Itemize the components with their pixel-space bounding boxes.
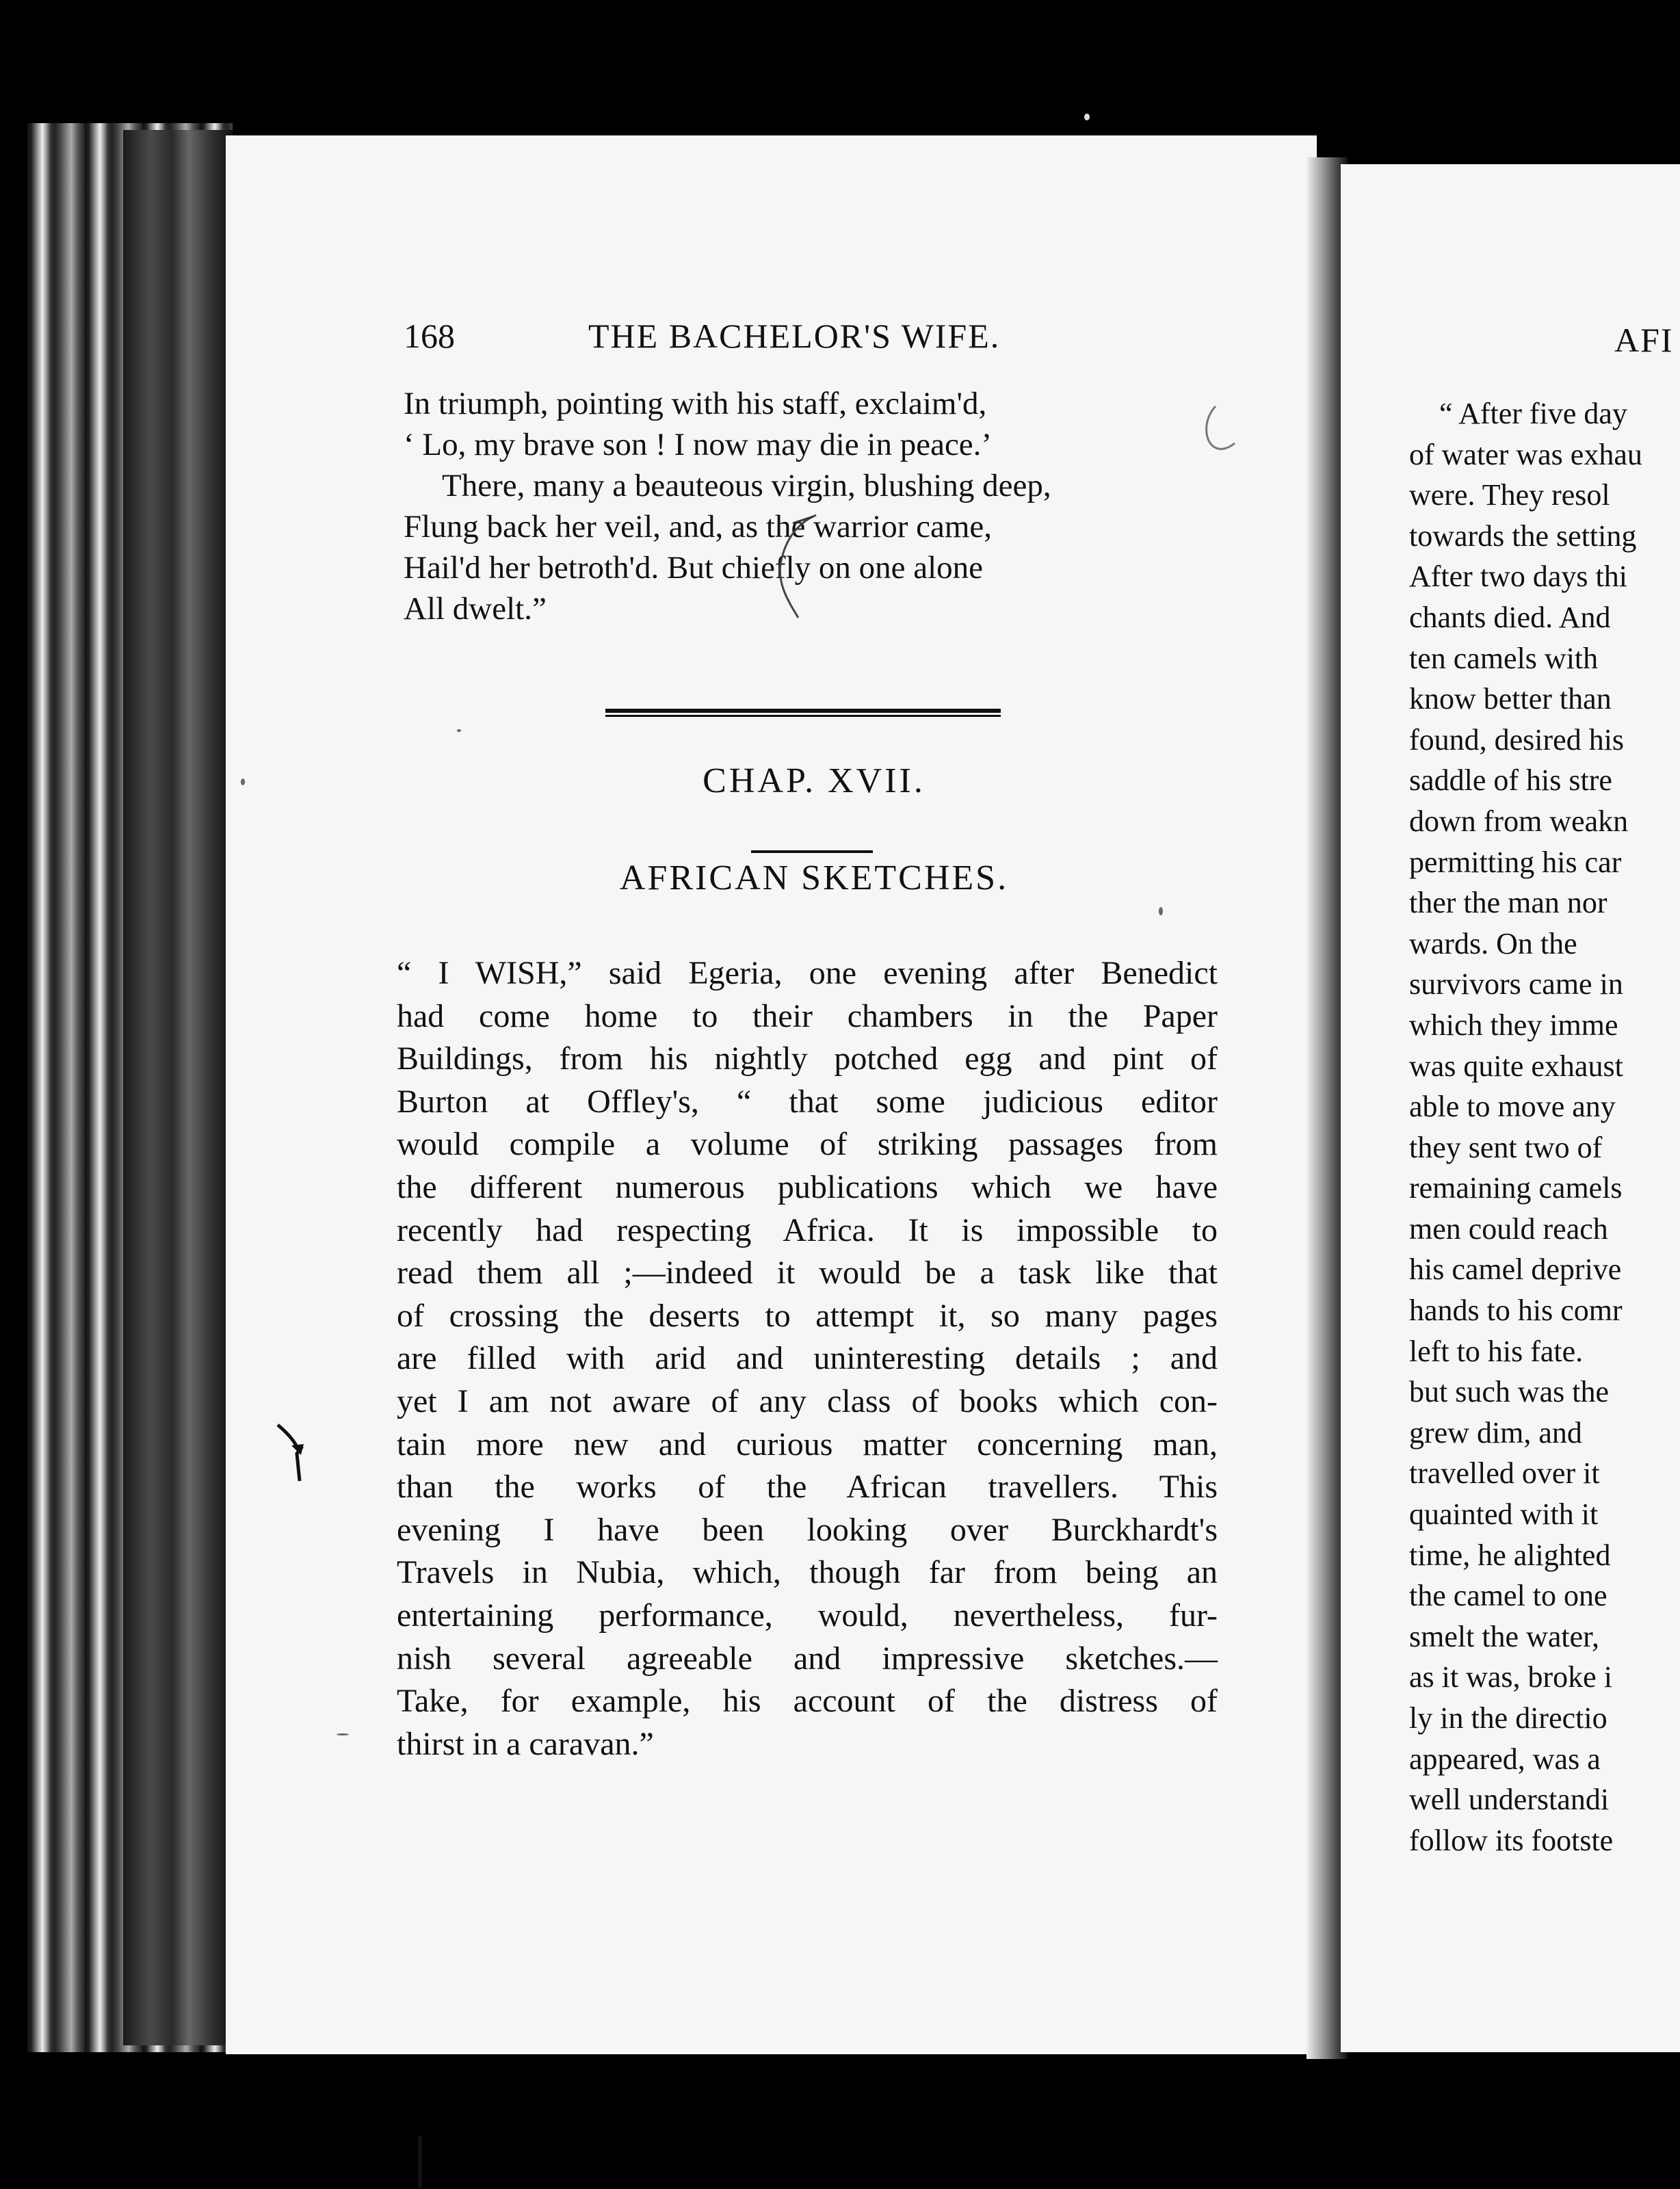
right-line: down from weakn bbox=[1409, 804, 1629, 838]
poem-line: In triumph, pointing with his staff, exclaim'd, bbox=[404, 386, 987, 421]
right-line: were. They resol bbox=[1409, 478, 1610, 512]
body-paragraph bbox=[397, 952, 1218, 1766]
paper-speck bbox=[1159, 907, 1163, 915]
right-page-text bbox=[1409, 393, 1680, 1861]
right-line: chants died. And bbox=[1409, 600, 1611, 634]
right-running-head: AFI bbox=[1614, 321, 1674, 359]
right-line: found, desired his bbox=[1409, 722, 1625, 757]
paper-speck bbox=[1084, 114, 1090, 120]
right-line: wards. On the bbox=[1409, 926, 1577, 960]
paper-speck bbox=[457, 729, 461, 732]
body-line: recently had respecting Africa. It is impossible to bbox=[397, 1211, 1218, 1248]
right-line: travelled over it bbox=[1409, 1456, 1600, 1491]
short-rule bbox=[751, 850, 873, 853]
right-line: After two days thi bbox=[1409, 560, 1627, 594]
right-line: saddle of his stre bbox=[1409, 763, 1612, 798]
right-line: hands to his comr bbox=[1409, 1294, 1623, 1328]
section-title: AFRICAN SKETCHES. bbox=[619, 858, 1009, 897]
right-line: ther the man nor bbox=[1409, 886, 1607, 920]
right-line: remaining camels bbox=[1409, 1171, 1623, 1205]
right-line: was quite exhaust bbox=[1409, 1049, 1623, 1083]
poem-line: Hail'd her betroth'd. But chiefly on one alone bbox=[404, 550, 984, 586]
right-line: towards the setting bbox=[1409, 519, 1637, 553]
right-line: survivors came in bbox=[1409, 967, 1623, 1001]
body-line: nish several agreeable and impressive sketches.— bbox=[397, 1640, 1218, 1677]
right-line: they sent two of bbox=[1409, 1130, 1603, 1164]
right-line: ten camels with bbox=[1409, 641, 1599, 675]
body-line: Take, for example, his account of the distress of bbox=[397, 1683, 1218, 1720]
poem-excerpt bbox=[404, 383, 1224, 629]
ink-tick-mark bbox=[413, 2134, 427, 2189]
right-line: well understandi bbox=[1409, 1783, 1610, 1817]
right-line: know better than bbox=[1409, 682, 1612, 716]
right-line: of water was exhau bbox=[1409, 437, 1642, 471]
page-number: 168 bbox=[404, 317, 455, 355]
right-line: time, he alighted bbox=[1409, 1538, 1611, 1572]
poem-line: There, many a beauteous virgin, blushing deep, bbox=[442, 468, 1051, 503]
right-line: smelt the water, bbox=[1409, 1619, 1600, 1653]
right-line: follow its footste bbox=[1409, 1823, 1614, 1857]
body-line: thirst in a caravan.” bbox=[397, 1725, 654, 1762]
running-head bbox=[404, 316, 1088, 357]
right-line: grew dim, and bbox=[1409, 1415, 1582, 1450]
right-line: the camel to one bbox=[1409, 1579, 1607, 1613]
right-line: left to his fate. bbox=[1409, 1334, 1584, 1368]
body-line: of crossing the deserts to attempt it, so many pages bbox=[397, 1297, 1218, 1334]
paper-speck bbox=[241, 778, 245, 785]
running-head-title: THE BACHELOR'S WIFE. bbox=[588, 317, 1001, 355]
right-line: “ After five day bbox=[1439, 397, 1627, 430]
right-line: which they imme bbox=[1409, 1008, 1618, 1042]
body-line: evening I have been looking over Burckhardt's bbox=[397, 1511, 1218, 1548]
body-line: read them all ;—indeed it would be a task like that bbox=[397, 1255, 1218, 1292]
body-line: are filled with arid and uninteresting details ; and bbox=[397, 1340, 1218, 1377]
right-line: appeared, was a bbox=[1409, 1742, 1601, 1776]
body-line: tain more new and curious matter concerning man, bbox=[397, 1426, 1218, 1463]
poem-line: Flung back her veil, and, as the warrior came, bbox=[404, 509, 993, 545]
body-line: entertaining performance, would, nevertheless, fur- bbox=[397, 1597, 1218, 1634]
poem-line: ‘ Lo, my brave son ! I now may die in peace.’ bbox=[404, 427, 993, 462]
body-line: Buildings, from his nightly potched egg and pint of bbox=[397, 1040, 1218, 1077]
body-line: Travels in Nubia, which, though far from being an bbox=[397, 1554, 1218, 1591]
body-line: Burton at Offley's, “ that some judicious editor bbox=[397, 1083, 1218, 1120]
right-line: ly in the directio bbox=[1409, 1701, 1607, 1735]
chapter-heading: CHAP. XVII. bbox=[703, 761, 926, 800]
right-line: quainted with it bbox=[1409, 1497, 1599, 1532]
body-line: “ I WISH,” said Egeria, one evening after Benedict bbox=[397, 955, 1218, 991]
chapter-divider-rule bbox=[605, 709, 1001, 717]
body-line: than the works of the African travellers. This bbox=[397, 1469, 1218, 1506]
body-line: had come home to their chambers in the Paper bbox=[397, 997, 1218, 1034]
body-line: the different numerous publications which we have bbox=[397, 1168, 1218, 1205]
book-fore-edge-shadow bbox=[123, 130, 233, 2045]
right-line: permitting his car bbox=[1409, 845, 1622, 879]
right-line: but such was the bbox=[1409, 1375, 1610, 1409]
right-line: his camel deprive bbox=[1409, 1253, 1622, 1287]
paper-speck bbox=[337, 1733, 349, 1735]
body-line: yet I am not aware of any class of books which con- bbox=[397, 1382, 1218, 1419]
right-line: men could reach bbox=[1409, 1211, 1608, 1246]
poem-line: All dwelt.” bbox=[404, 591, 547, 627]
right-line: as it was, broke i bbox=[1409, 1660, 1612, 1694]
body-line: would compile a volume of striking passages from bbox=[397, 1126, 1218, 1163]
right-line: able to move any bbox=[1409, 1090, 1616, 1124]
